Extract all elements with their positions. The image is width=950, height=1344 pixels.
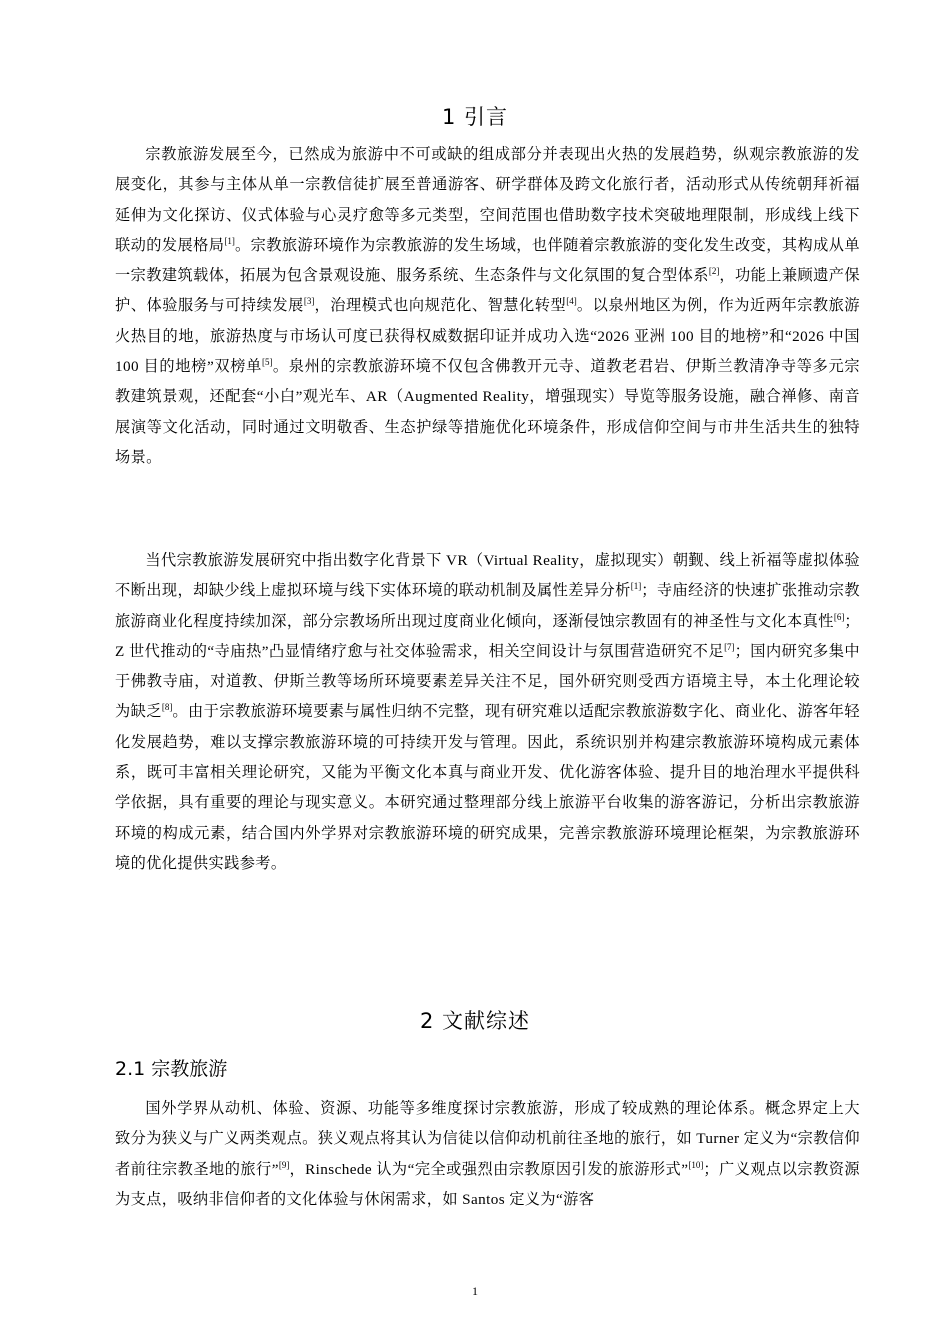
text-run: ；国内研究多集中于佛教寺庙，对道教、伊斯兰教等场所环境要素差异关注不足，国外研究则受西方语境主导，本土化理论较为缺乏 [115,642,860,721]
text-run: 。泉州的宗教旅游环境不仅包含佛教开元寺、道教老君岩、伊斯兰教清净寺等多元宗教建筑景观，还配套“小白”观光车、AR（Augmented Reality，增强现实）导览等服务设施，融合禅修、南音展演等文化活动，同时通过文明敬香、生态护绿等措施优化环境条件，形成信仰空间与市井生活共生的独特场景。 [115,358,860,466]
text-run: 。以泉州地区为例，作为近两年宗教旅游火热目的地，旅游热度与市场认可度已获得权威数据印证并成功入选“2026 亚洲 100 目的地榜”和“2026 中国 100 目的地榜”双榜单 [115,297,860,376]
citation-marker[interactable]: [9] [278,1159,290,1170]
text-run: 。由于宗教旅游环境要素与属性归纳不完整，现有研究难以适配宗教旅游数字化、商业化、游客年轻化发展趋势，难以支撑宗教旅游环境的可持续开发与管理。因此，系统识别并构建宗教旅游环境构成元素体系，既可丰富相关理论研究，又能为平衡文化本真与商业开发、优化游客体验、提升目的地治理水平提供科学依据，具有重要的理论与现实意义。本研究通过整理部分线上旅游平台收集的游客游记，分析出宗教旅游环境的构成元素，结合国内外学界对宗教旅游环境的研究成果，完善宗教旅游环境理论框架，为宗教旅游环境的优化提供实践参考。 [115,703,860,872]
citation-marker[interactable]: [6] [833,611,845,622]
citation-marker[interactable]: [1] [224,235,235,246]
paragraph-religious-tourism-1 [115,1094,860,1215]
text-run: ；Z 世代推动的“寺庙热”凸显情绪疗愈与社交体验需求，相关空间设计与氛围营造研究不足 [115,612,860,660]
citation-marker[interactable]: [7] [724,641,735,652]
citation-marker[interactable]: [10] [688,1159,704,1170]
citation-marker[interactable]: [8] [161,702,173,713]
text-run: ，治理模式也向规范化、智慧化转型 [314,297,567,315]
paragraph-introduction-2 [115,546,860,879]
text-run: 国外学界从动机、体验、资源、功能等多维度探讨宗教旅游，形成了较成熟的理论体系。概念界定上大致分为狭义与广义两类观点。狭义观点将其认为信徒以信仰动机前往圣地的旅行，如 Turner 定义为“宗教信仰者前往宗教圣地的旅行” [115,1100,860,1178]
citation-marker[interactable]: [5] [262,357,273,368]
section-title-introduction: 1 引言 [441,105,509,129]
page-number: 1 [472,1284,478,1298]
citation-marker[interactable]: [2] [708,266,720,277]
text-run: ，Rinschede 认为“完全或强烈由宗教原因引发的旅游形式” [289,1160,689,1178]
text-run: 当代宗教旅游发展研究中指出数字化背景下 VR（Virtual Reality，虚拟现实）朝觐、线上祈福等虚拟体验不断出现，却缺少线上虚拟环境与线下实体环境的联动机制及属性差异分析 [115,552,860,600]
paragraph-introduction-1 [115,140,860,473]
text-run: 宗教旅游发展至今，已然成为旅游中不可或缺的组成部分并表现出火热的发展趋势，纵观宗教旅游的发展变化，其参与主体从单一宗教信徒扩展至普通游客、研学群体及跨文化旅行者，活动形式从传统朝拜祈福延伸为文化探访、仪式体验与心灵疗愈等多元类型，空间范围也借助数字技术突破地理限制，形成线上线下联动的发展格局 [115,146,860,254]
text-run: 。宗教旅游环境作为宗教旅游的发生场域，也伴随着宗教旅游的变化发生改变，其构成从单一宗教建筑载体，拓展为包含景观设施、服务系统、生态条件与文化氛围的复合型体系 [115,236,861,285]
subsection-title-religious-tourism: 2.1 宗教旅游 [115,1058,228,1080]
citation-marker[interactable]: [3] [303,296,315,307]
citation-marker[interactable]: [1] [630,581,642,592]
section-title-literature-review: 2 文献综述 [419,1009,531,1033]
text-run: ，功能上兼顾遗产保护、体验服务与可持续发展 [115,267,860,315]
text-run: ；寺庙经济的快速扩张推动宗教旅游商业化程度持续加深，部分宗教场所出现过度商业化倾向，逐渐侵蚀宗教固有的神圣性与文化本真性 [115,582,860,630]
text-run: ；广义观点以宗教资源为支点，吸纳非信仰者的文化体验与休闲需求，如 Santos 定义为“游客 [115,1160,861,1208]
citation-marker[interactable]: [4] [566,296,577,307]
